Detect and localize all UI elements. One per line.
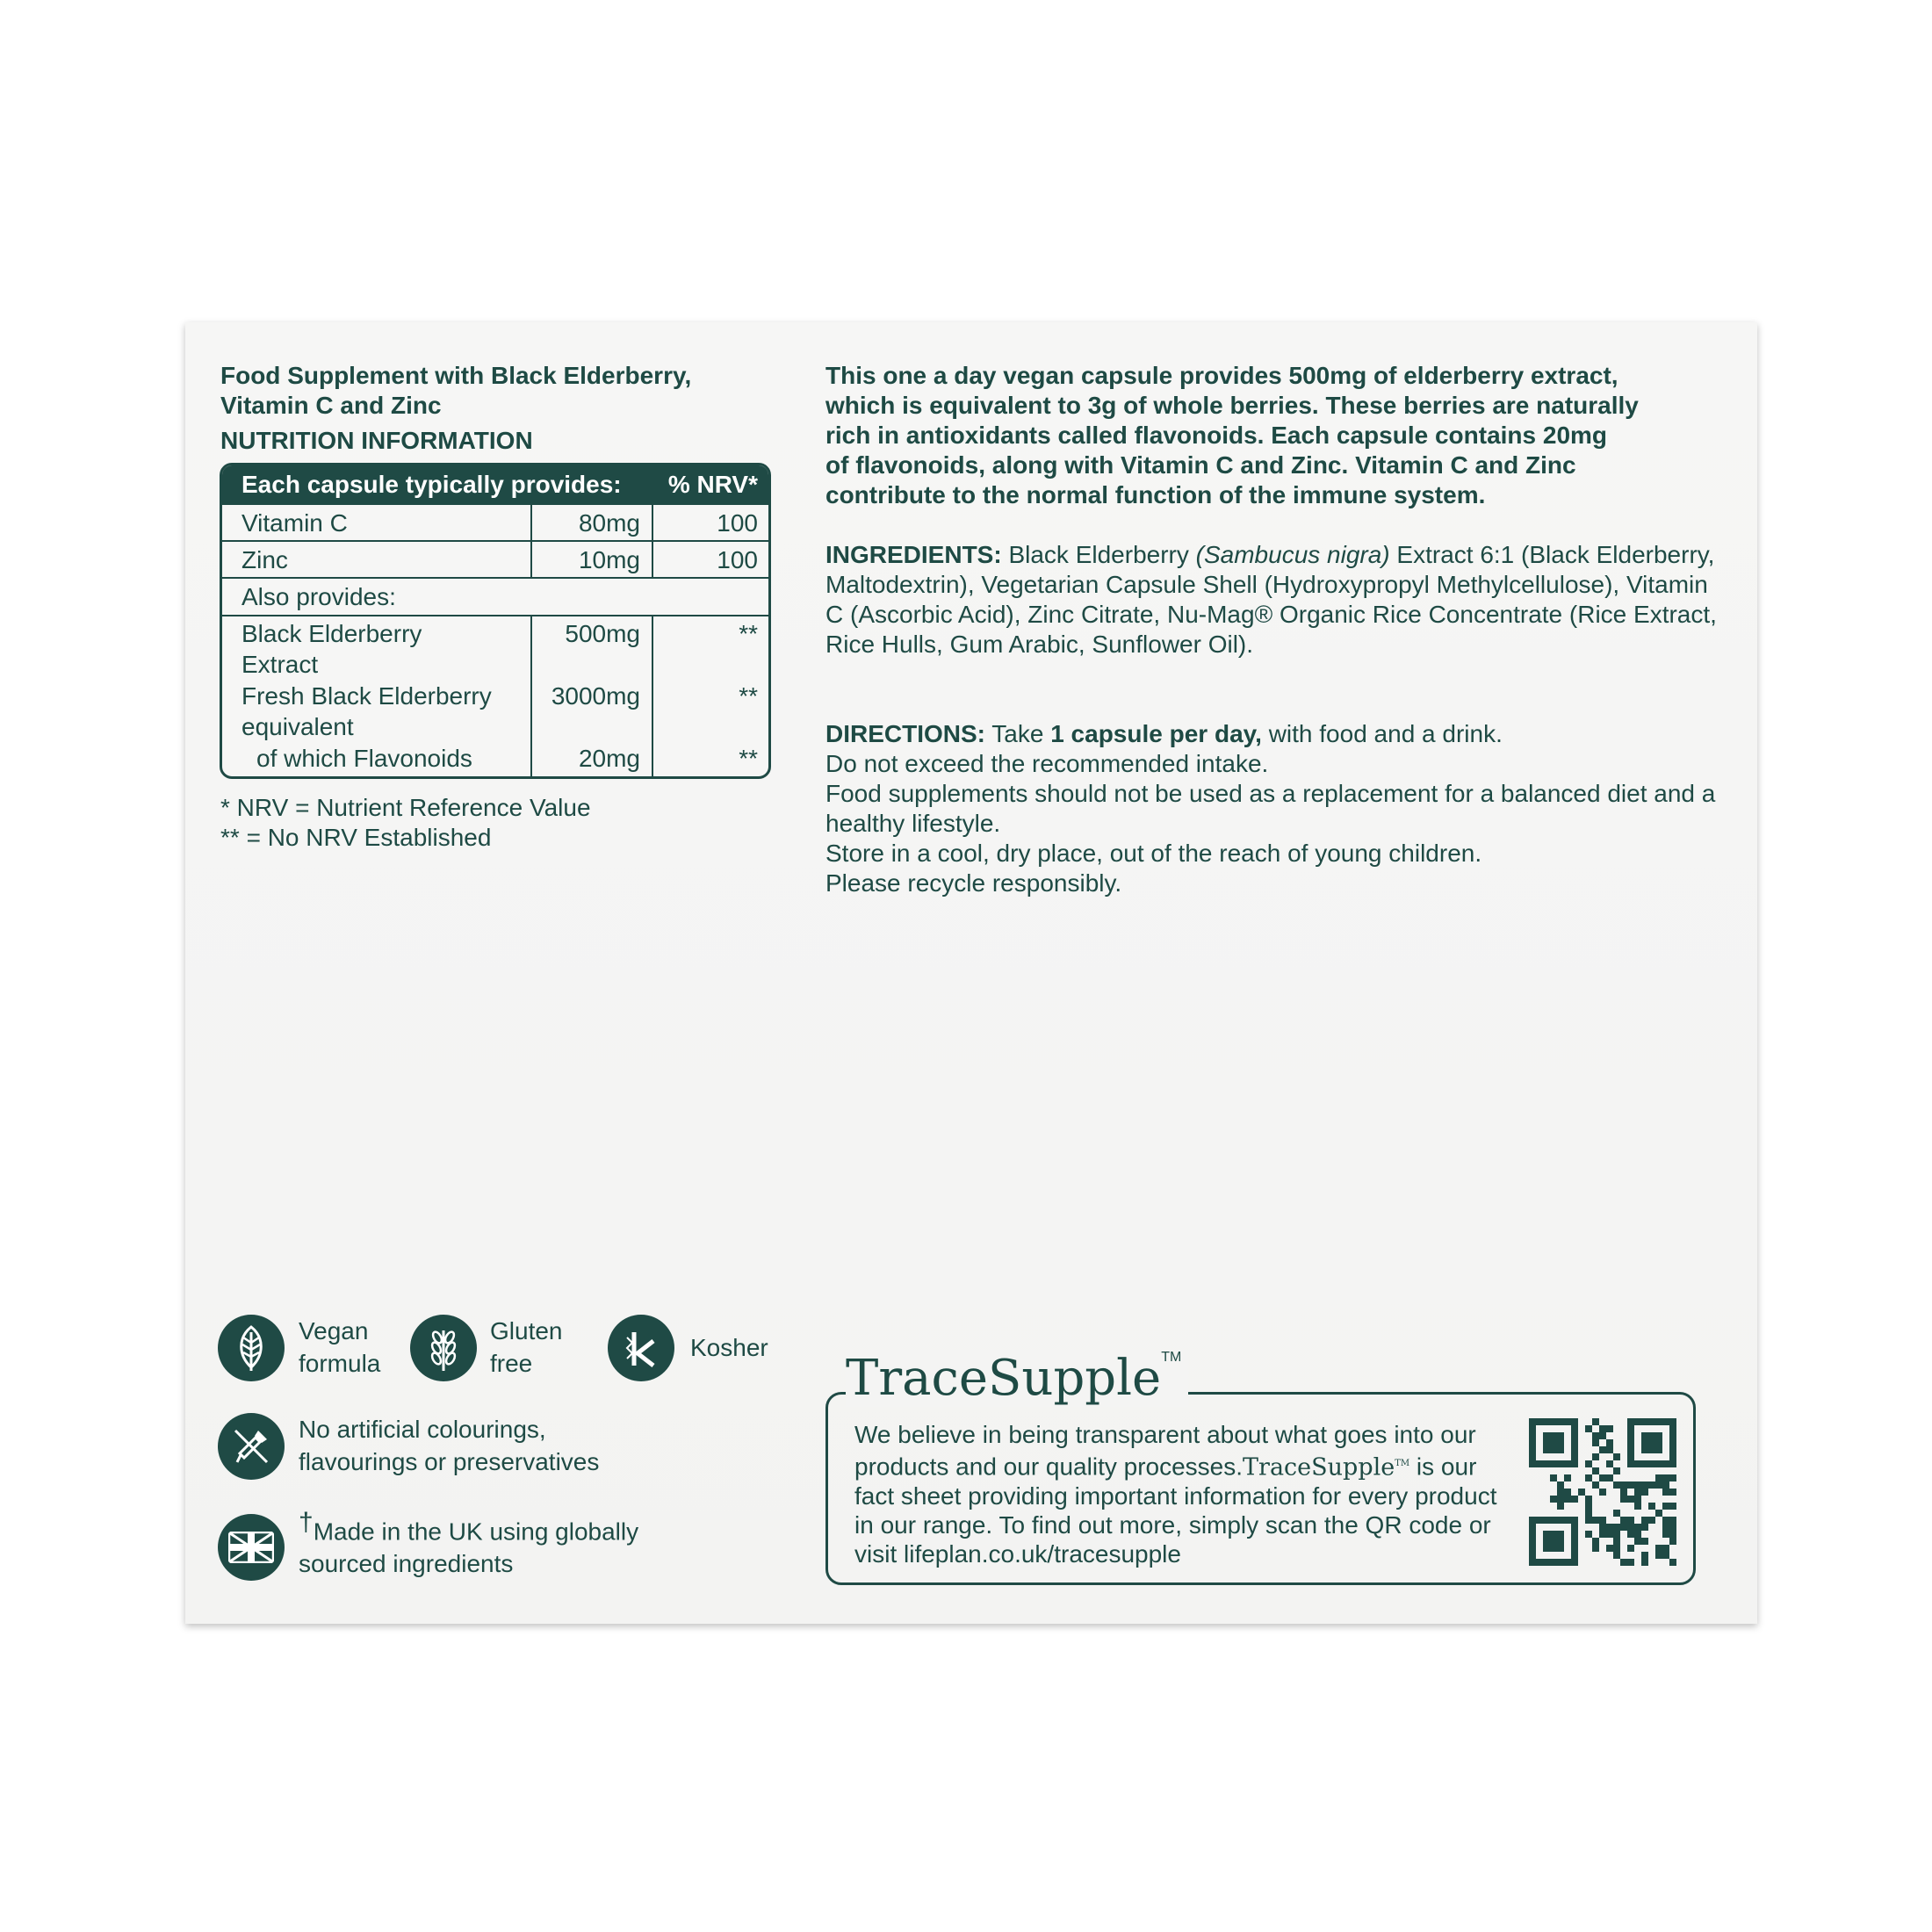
- leaf-icon: [218, 1315, 285, 1381]
- directions-line: Food supplements should not be used as a replacement for a balanced diet and a healthy lifestyle.: [825, 780, 1716, 837]
- tracesupple-part: We believe in being transparent about what goes into our products and our quality processes.: [854, 1421, 1476, 1481]
- row-name: of which Flavonoids: [256, 745, 472, 772]
- trademark-mark: TM: [1161, 1350, 1182, 1365]
- row-amount: 80mg: [578, 509, 640, 537]
- row-nrv: **: [739, 745, 758, 772]
- packaging-panel: [185, 322, 1757, 1624]
- badge-line: flavourings or preservatives: [299, 1448, 600, 1475]
- made-in-uk-label: [299, 1506, 638, 1580]
- tracesupple-logo: [846, 1350, 1188, 1407]
- intro-line: of flavonoids, along with Vitamin C and Zinc. Vitamin C and Zinc: [825, 451, 1576, 479]
- row-name: Vitamin C: [242, 509, 348, 537]
- row-amount: 20mg: [578, 745, 640, 772]
- col-divider: [530, 615, 532, 779]
- row-name: Zinc: [242, 546, 288, 573]
- intro-line: which is equivalent to 3g of whole berries. These berries are naturally: [825, 392, 1639, 419]
- nutrition-table: [220, 463, 771, 779]
- badge-line: sourced ingredients: [299, 1550, 514, 1578]
- badge-line: Vegan: [299, 1317, 369, 1344]
- badge-line: formula: [299, 1350, 381, 1377]
- col-divider: [652, 615, 653, 779]
- col-divider: [530, 505, 532, 578]
- header-provides: Each capsule typically provides:: [242, 471, 622, 498]
- directions-text: [825, 719, 1721, 898]
- wheat-icon: [410, 1315, 477, 1381]
- row-divider: [222, 540, 768, 542]
- row-nrv: 100: [717, 509, 758, 537]
- dagger-mark: †: [299, 1508, 314, 1537]
- intro-line: This one a day vegan capsule provides 500mg of elderberry extract,: [825, 362, 1618, 389]
- uk-flag-icon: [218, 1514, 285, 1581]
- row-name-line-2: Extract: [242, 651, 319, 678]
- also-provides-label: Also provides:: [242, 583, 396, 610]
- row-amount: 500mg: [565, 620, 640, 647]
- tracesupple-part: is our fact sheet providing important information for every product in our range. To find out more, simply scan the QR code or visit lifeplan.co.uk/tracesupple: [854, 1453, 1497, 1568]
- intro-line: contribute to the normal function of the immune system.: [825, 481, 1486, 508]
- nutrition-table-header: [222, 465, 768, 505]
- ingredients-text: [825, 540, 1721, 660]
- badge-line: Gluten: [490, 1317, 563, 1344]
- product-title-line-1: Food Supplement with Black Elderberry,: [220, 362, 692, 389]
- tracesupple-brand: TraceSupple: [846, 1350, 1162, 1407]
- ingredients-part: Black Elderberry: [1001, 541, 1196, 568]
- row-name: [242, 681, 492, 742]
- directions-line: Store in a cool, dry place, out of the reach of young children.: [825, 840, 1482, 867]
- directions-dose: 1 capsule per day,: [1050, 720, 1262, 747]
- tracesupple-text: [854, 1420, 1504, 1568]
- ingredients-part: Extract 6:1 (Black Elderberry, Maltodextrin), Vegetarian Capsule Shell (Hydroxypropyl Methylcellulose), Vitamin C (Ascorbic Acid), Zinc Citrate, Nu-Mag® Organic Rice Concentrate (Rice Extract, Rice Hulls, Gum Arabic, Sunflower Oil).: [825, 541, 1717, 658]
- header-nrv: % NRV*: [667, 471, 758, 498]
- footnote-nrv: * NRV = Nutrient Reference Value: [220, 794, 591, 821]
- tracesupple-inline-brand: TraceSupple: [1243, 1453, 1395, 1481]
- trademark-mark: TM: [1395, 1459, 1410, 1468]
- dropper-icon: [218, 1413, 285, 1480]
- row-nrv: **: [739, 620, 758, 647]
- directions-line: Please recycle responsibly.: [825, 869, 1122, 897]
- row-divider: [222, 615, 768, 616]
- row-nrv: **: [739, 682, 758, 710]
- gluten-free-badge-label: [490, 1315, 563, 1380]
- kosher-k-icon: [608, 1315, 674, 1381]
- row-nrv: 100: [717, 546, 758, 573]
- directions-line: Do not exceed the recommended intake.: [825, 750, 1269, 777]
- row-amount: 3000mg: [551, 682, 640, 710]
- badge-line: Made in the UK using globally: [313, 1517, 639, 1546]
- row-name: [242, 618, 422, 680]
- ingredients-label: INGREDIENTS:: [825, 541, 1002, 568]
- product-title-line-2: Vitamin C and Zinc: [220, 392, 442, 419]
- row-amount: 10mg: [578, 546, 640, 573]
- badge-line: free: [490, 1350, 533, 1377]
- intro-text: [825, 361, 1721, 510]
- directions-part: with food and a drink.: [1261, 720, 1503, 747]
- nutrition-heading: NUTRITION INFORMATION: [220, 427, 533, 454]
- row-name-line-1: Black Elderberry: [242, 620, 422, 647]
- row-name-line-2: equivalent: [242, 713, 354, 740]
- no-artificial-label: [299, 1413, 599, 1478]
- col-divider: [652, 505, 653, 578]
- intro-line: rich in antioxidants called flavonoids. Each capsule contains 20mg: [825, 422, 1608, 449]
- product-title: [220, 361, 691, 421]
- directions-part: Take: [985, 720, 1051, 747]
- vegan-badge-label: [299, 1315, 380, 1380]
- row-divider: [222, 577, 768, 579]
- ingredients-latin: (Sambucus nigra): [1195, 541, 1390, 568]
- badge-line: No artificial colourings,: [299, 1416, 546, 1443]
- directions-label: DIRECTIONS:: [825, 720, 985, 747]
- footnote-no-nrv: ** = No NRV Established: [220, 824, 492, 851]
- row-name-line-1: Fresh Black Elderberry: [242, 682, 492, 710]
- qr-code-icon[interactable]: [1529, 1418, 1676, 1570]
- kosher-badge-label: Kosher: [690, 1334, 768, 1361]
